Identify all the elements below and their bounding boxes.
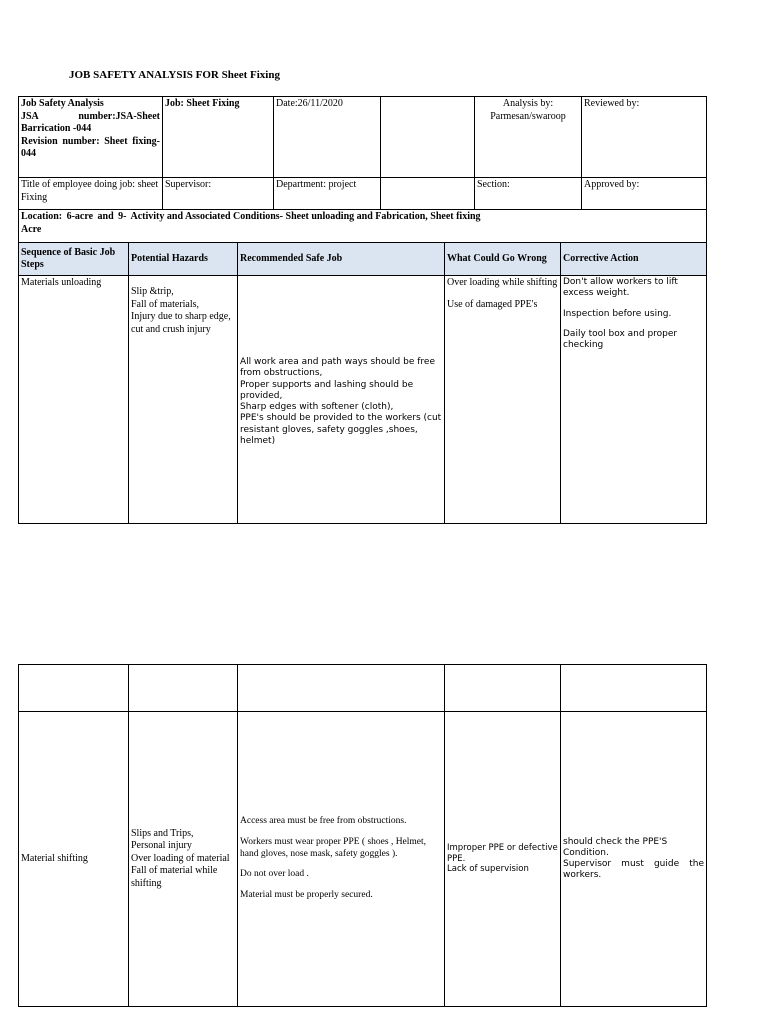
safe-job-item: PPE's should be provided to the workers (cut resistant gloves, safety goggles ,shoes, helmet) — [240, 413, 442, 446]
wrong-item: Improper PPE or defective PPE. — [447, 843, 558, 864]
corrective-action-cell — [561, 712, 707, 1007]
table-row — [19, 276, 707, 524]
hazard-item: Injury due to sharp edge, — [131, 311, 231, 322]
approved-by-cell: Approved by: — [582, 178, 707, 210]
header-sequence: Sequence of Basic Job Steps — [19, 243, 129, 276]
safe-job-item: Do not over load . — [240, 869, 309, 880]
jsa-hazard-table-page1 — [18, 209, 707, 524]
header-safe-job: Recommended Safe Job — [238, 243, 445, 276]
info-row-2 — [19, 178, 707, 210]
jsa-table-page1 — [18, 96, 707, 210]
safe-job-item: Access area must be free from obstructions. — [240, 815, 407, 826]
analysis-by-cell — [475, 97, 582, 178]
corrective-action-cell — [561, 276, 707, 524]
safe-job-item: Workers must wear proper PPE ( shoes , Helmet, hand gloves, nose mask, safety goggles ). — [240, 836, 427, 859]
date-cell: Date:26/11/2020 — [274, 97, 381, 178]
corrective-item: Supervisor must guide the workers. — [563, 859, 704, 881]
hazard-item: cut and crush injury — [131, 323, 211, 335]
safe-job-cell — [238, 276, 445, 524]
header-what-could-go-wrong: What Could Go Wrong — [445, 243, 561, 276]
empty-cell — [381, 178, 475, 210]
supervisor-cell: Supervisor: — [163, 178, 274, 210]
document-title: JOB SAFETY ANALYSIS FOR Sheet Fixing — [69, 69, 280, 81]
title-of-employee-cell: Title of employee doing job: sheet Fixing — [19, 178, 163, 210]
safe-job-item: Sharp edges with softener (cloth), — [240, 402, 394, 412]
corrective-item: Inspection before using. — [563, 308, 672, 319]
job-cell: Job: Sheet Fixing — [163, 97, 274, 178]
hazard-item: Fall of material while shifting — [131, 865, 218, 889]
location-row — [19, 210, 707, 243]
step-cell: Materials unloading — [19, 276, 129, 524]
empty-cell — [19, 665, 129, 712]
corrective-item: Daily tool box and proper checking — [563, 328, 678, 350]
safe-job-item: Proper supports and lashing should be provided, — [240, 379, 414, 401]
header-hazards: Potential Hazards — [129, 243, 238, 276]
activity-cell: Activity and Associated Conditions- Sheet unloading and Fabrication, Sheet fixing — [129, 210, 707, 243]
hazard-item: Personal injury — [131, 840, 192, 852]
jsa-label: Job Safety Analysis — [21, 98, 104, 109]
empty-cell — [561, 665, 707, 712]
reviewed-by-cell: Reviewed by: — [582, 97, 707, 178]
hazards-cell — [129, 712, 238, 1007]
empty-cell — [238, 665, 445, 712]
empty-cell — [129, 665, 238, 712]
hazard-item: Over loading of material — [131, 852, 230, 864]
analysis-by-value: Parmesan/swaroop — [490, 110, 566, 122]
wrong-item: Over loading while shifting — [447, 277, 558, 288]
wrong-item: Lack of supervision — [447, 864, 529, 875]
table-row — [19, 712, 707, 1007]
jsa-table-page2 — [18, 664, 707, 1007]
jsa-info-cell — [19, 97, 163, 178]
safe-job-item: All work area and path ways should be free from obstructions, — [240, 357, 435, 379]
empty-cell — [381, 97, 475, 178]
what-could-go-wrong-cell — [445, 276, 561, 524]
hazard-item: Fall of materials, — [131, 298, 200, 310]
department-cell: Department: project — [274, 178, 381, 210]
header-corrective-action: Corrective Action — [561, 243, 707, 276]
safe-job-cell — [238, 712, 445, 1007]
hazard-item: Slips and Trips, — [131, 827, 194, 839]
info-row-1 — [19, 97, 707, 178]
location-cell: Location: 6-acre and 9- Acre — [19, 210, 129, 243]
revision-number: Revision number: Sheet fixing-044 — [21, 135, 160, 159]
empty-header-row — [19, 665, 707, 712]
hazards-cell — [129, 276, 238, 524]
analysis-by-label: Analysis by: — [502, 98, 554, 109]
hazard-item: Slip &trip, — [131, 286, 174, 297]
safe-job-item: Material must be properly secured. — [240, 890, 373, 901]
corrective-item: Don't allow workers to lift excess weight. — [563, 277, 678, 299]
step-cell: Material shifting — [19, 712, 129, 1007]
empty-cell — [445, 665, 561, 712]
header-row — [19, 243, 707, 276]
what-could-go-wrong-cell — [445, 712, 561, 1007]
wrong-item: Use of damaged PPE's — [447, 298, 538, 310]
jsa-number: JSA number:JSA-Sheet Barrication -044 — [21, 110, 160, 134]
section-cell: Section: — [475, 178, 582, 210]
corrective-item: should check the PPE'S Condition. — [563, 836, 668, 858]
